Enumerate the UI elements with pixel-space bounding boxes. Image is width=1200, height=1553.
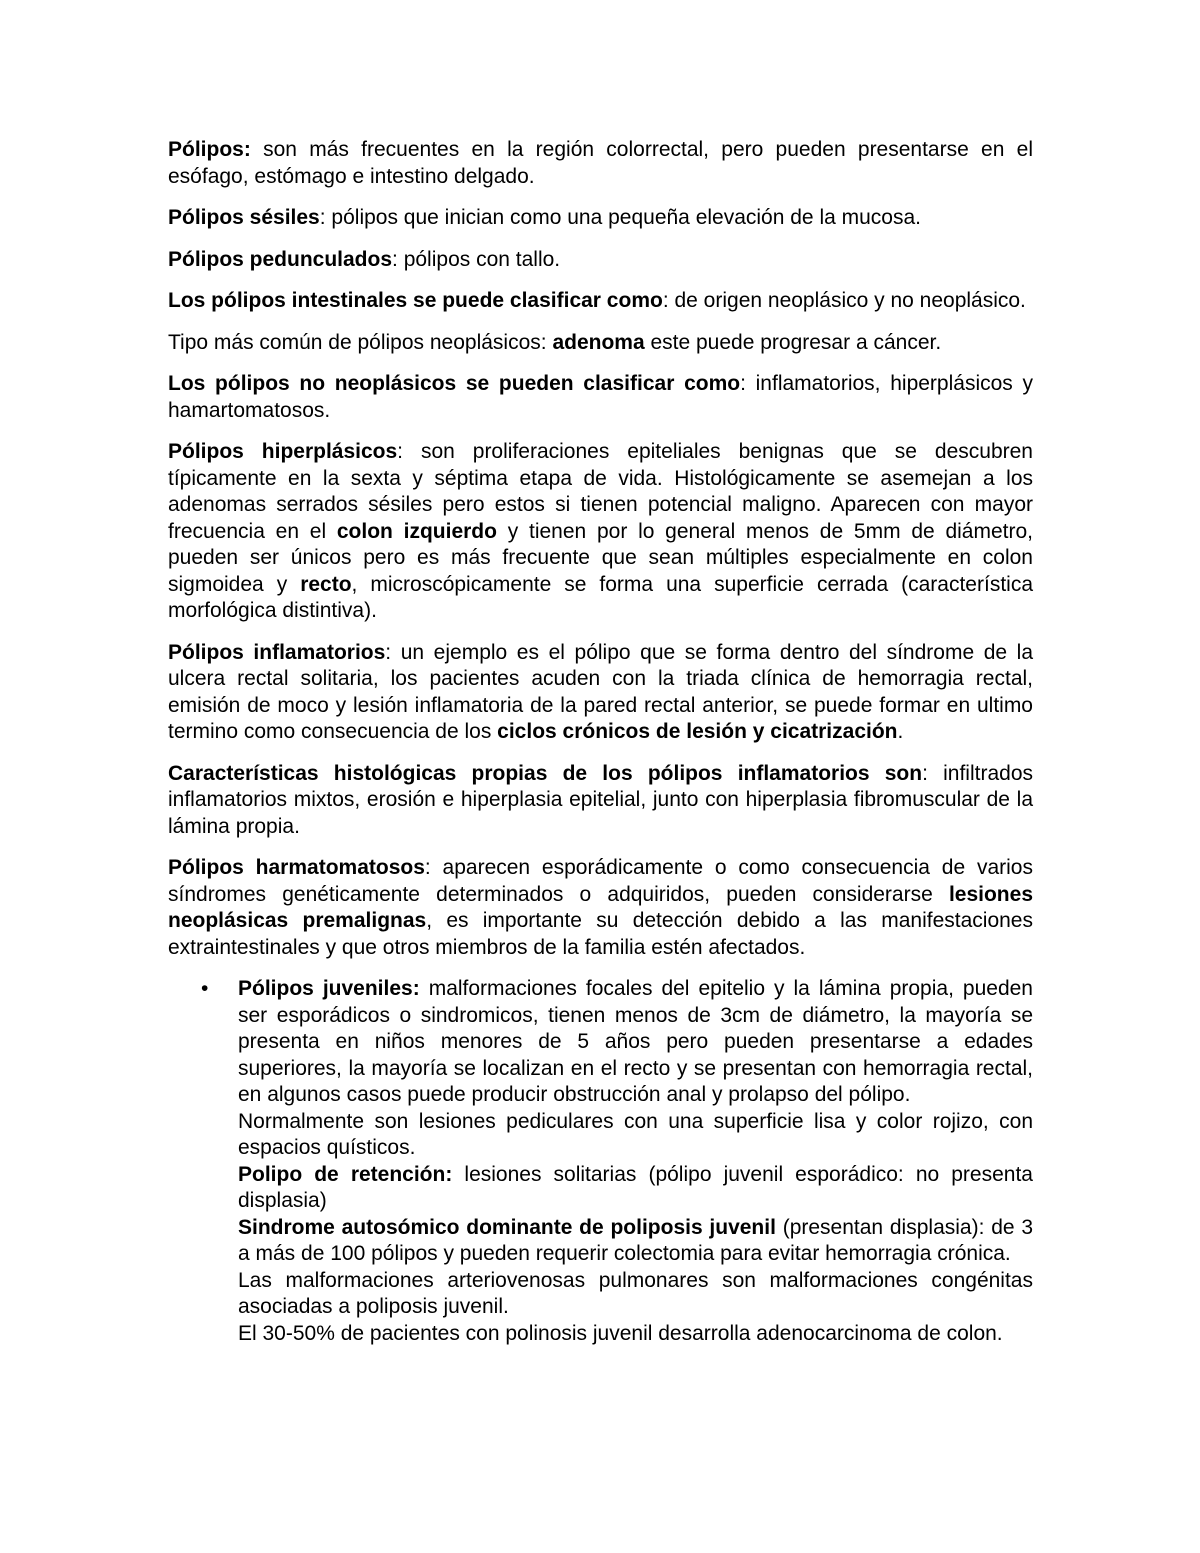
document-body: [168, 137, 1033, 1347]
term-polipos-pedunculados: Pólipos pedunculados: [168, 247, 393, 271]
paragraph-adenoma: [168, 330, 1033, 357]
bullet-icon: •: [201, 977, 209, 1000]
paragraph-text: Normalmente son lesiones pediculares con una superficie lisa y color rojizo, con espacios quísticos.: [238, 1109, 1033, 1159]
bullet-paragraph: [238, 976, 1033, 1109]
paragraph-text: : pólipos que inician como una pequeña elevación de la mucosa.: [319, 206, 921, 229]
paragraph-clasificacion: [168, 288, 1033, 315]
paragraph-polipos-pedunculados: [168, 247, 1033, 274]
term-ciclos-cronicos: ciclos crónicos de lesión y cicatrización: [497, 720, 898, 743]
paragraph-text: : un ejemplo es el pólipo que se forma dentro del síndrome de la ulcera rectal solitaria, los pacientes acuden con la triada clínica de hemorragia rectal, emisión de moco y lesión inflamatoria de la pared rectal anterior, se puede formar en ultimo termino como consecuencia de los: [168, 640, 1034, 743]
term-no-neoplasicos: Los pólipos no neoplásicos se pueden clasificar como: [168, 372, 741, 395]
term-hiperplasicos: Pólipos hiperplásicos: [168, 440, 398, 463]
paragraph-polipos-sesiles: [168, 205, 1033, 232]
term-adenoma: adenoma: [552, 330, 645, 354]
paragraph-text: : aparecen esporádicamente o como consecuencia de varios síndromes genéticamente determinados o adquiridos, pueden considerarse: [168, 856, 1033, 906]
paragraph-text: malformaciones focales del epitelio y la lámina propia, pueden ser esporádicos o sindromicos, tienen menos de 3cm de diámetro, la mayoría se presenta en niños menores de 5 años pero pueden presentarse a edades superiores, la mayoría se localizan en el recto y se presentan con hemorragia rectal, en algunos casos puede producir obstrucción anal y prolapso del pólipo.: [238, 977, 1033, 1106]
term-polipos-sesiles: Pólipos sésiles: [168, 206, 320, 229]
paragraph-text: son más frecuentes en la región colorrectal, pero pueden presentarse en el esófago, estómago e intestino delgado.: [168, 138, 1033, 188]
paragraph-text: : pólipos con tallo.: [392, 247, 561, 271]
paragraph-text: lesiones solitarias (pólipo juvenil esporádico: no presenta displasia): [238, 1162, 1033, 1212]
paragraph-harmatomatosos: [168, 855, 1033, 961]
paragraph-text: : son proliferaciones epiteliales benignas que se descubren típicamente en la sexta y séptima etapa de vida. Histológicamente se asemejan a los adenomas serrados sésiles pero estos si tienen potencial maligno. Aparecen con mayor frecuencia en el: [168, 440, 1033, 543]
bullet-paragraph: [238, 1215, 1033, 1268]
paragraph-text: Las malformaciones arteriovenosas pulmonares son malformaciones congénitas asociadas a poliposis juvenil.: [238, 1268, 1033, 1318]
paragraph-text: El 30-50% de pacientes con polinosis juvenil desarrolla adenocarcinoma de colon.: [238, 1321, 1003, 1345]
term-clasificacion: Los pólipos intestinales se puede clasificar como: [168, 289, 663, 312]
bullet-paragraph: [238, 1321, 1033, 1348]
paragraph-polipos: [168, 137, 1033, 190]
term-colon-izquierdo: colon izquierdo: [336, 519, 497, 543]
term-polipos-juveniles: Pólipos juveniles:: [238, 977, 420, 1000]
bullet-paragraph: [238, 1109, 1033, 1162]
term-polipos: Pólipos:: [168, 138, 251, 161]
term-harmatomatosos: Pólipos harmatomatosos: [168, 856, 425, 879]
paragraph-inflamatorios: [168, 640, 1033, 746]
paragraph-text: , microscópicamente se forma una superficie cerrada (característica morfológica distintiva).: [168, 572, 1033, 622]
paragraph-hiperplasicos: [168, 439, 1033, 625]
bullet-paragraph: [238, 1162, 1033, 1215]
paragraph-text: .: [897, 720, 904, 743]
term-sindrome-autosomico: Sindrome autosómico dominante de poliposis juvenil: [238, 1215, 776, 1239]
term-lesiones-premalignas: lesiones neoplásicas premalignas: [168, 882, 1033, 932]
term-caracteristicas: Características histológicas propias de los pólipos inflamatorios son: [168, 761, 923, 785]
paragraph-caracteristicas: [168, 761, 1033, 841]
paragraph-text: Tipo más común de pólipos neoplásicos:: [168, 330, 553, 354]
paragraph-text: : inflamatorios, hiperplásicos y hamartomatosos.: [168, 372, 1033, 422]
paragraph-no-neoplasicos: [168, 371, 1033, 424]
paragraph-text: y tienen por lo general menos de 5mm de diámetro, pueden ser únicos pero es más frecuente que sean múltiples especialmente en colon sigmoidea y: [168, 519, 1033, 596]
paragraph-text: (presentan displasia): de 3 a más de 100 pólipos y pueden requerir colectomia para evitar hemorragia crónica.: [238, 1215, 1034, 1265]
paragraph-text: este puede progresar a cáncer.: [644, 330, 942, 354]
term-inflamatorios: Pólipos inflamatorios: [168, 640, 386, 664]
term-polipo-retencion: Polipo de retención:: [238, 1162, 453, 1186]
bullet-paragraph: [238, 1268, 1033, 1321]
paragraph-text: , es importante su detección debido a las manifestaciones extraintestinales y que otros miembros de la familia estén afectados.: [168, 909, 1033, 959]
paragraph-text: : de origen neoplásico y no neoplásico.: [662, 289, 1026, 312]
bullet-item-polipos-juveniles: [201, 976, 1034, 1347]
paragraph-text: : infiltrados inflamatorios mixtos, erosión e hiperplasia epitelial, junto con hiperplasia fibromuscular de la lámina propia.: [168, 761, 1034, 838]
term-recto: recto: [300, 572, 352, 596]
